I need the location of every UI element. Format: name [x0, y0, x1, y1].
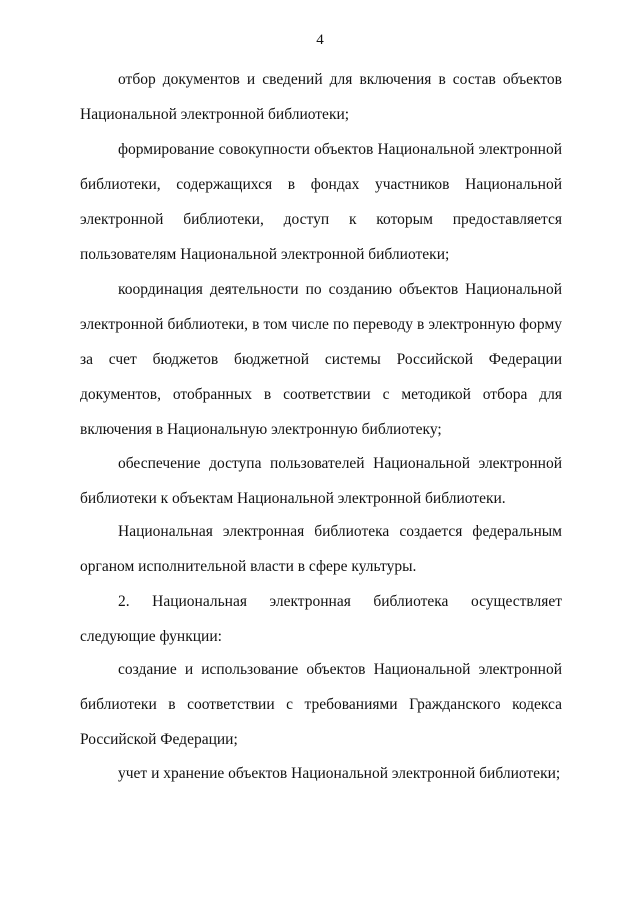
paragraph-document-selection: отбор документов и сведений для включения в состав объектов Национальной электронной библиотеки;	[80, 71, 562, 123]
paragraph-creation-usage: создание и использование объектов Национальной электронной библиотеки в соответствии с требованиями Гражданского кодекса Российской Федерации;	[80, 661, 562, 748]
paragraph-access-provision: обеспечение доступа пользователей Национальной электронной библиотеки к объектам Национальной электронной библиотеки.	[80, 455, 562, 507]
paragraph-coordination: координация деятельности по созданию объектов Национальной электронной библиотеки, в том числе по переводу в электронную форму за счет бюджетов бюджетной системы Российской Федерации документов, отобранных в соответствии с методикой отбора для включения в Национальную электронную библиотеку;	[80, 281, 562, 438]
paragraph-functions-heading: 2. Национальная электронная библиотека осуществляет следующие функции:	[80, 593, 562, 645]
paragraph-creation-authority: Национальная электронная библиотека создается федеральным органом исполнительной власти в сфере культуры.	[80, 523, 562, 575]
paragraph-collection-forming: формирование совокупности объектов Национальной электронной библиотеки, содержащихся в фондах участников Национальной электронной библиотеки, доступ к которым предоставляется пользователям Национальной электронной библиотеки;	[80, 141, 562, 263]
paragraph-accounting-storage: учет и хранение объектов Национальной электронной библиотеки;	[118, 765, 561, 782]
page-number: 4	[316, 32, 324, 48]
